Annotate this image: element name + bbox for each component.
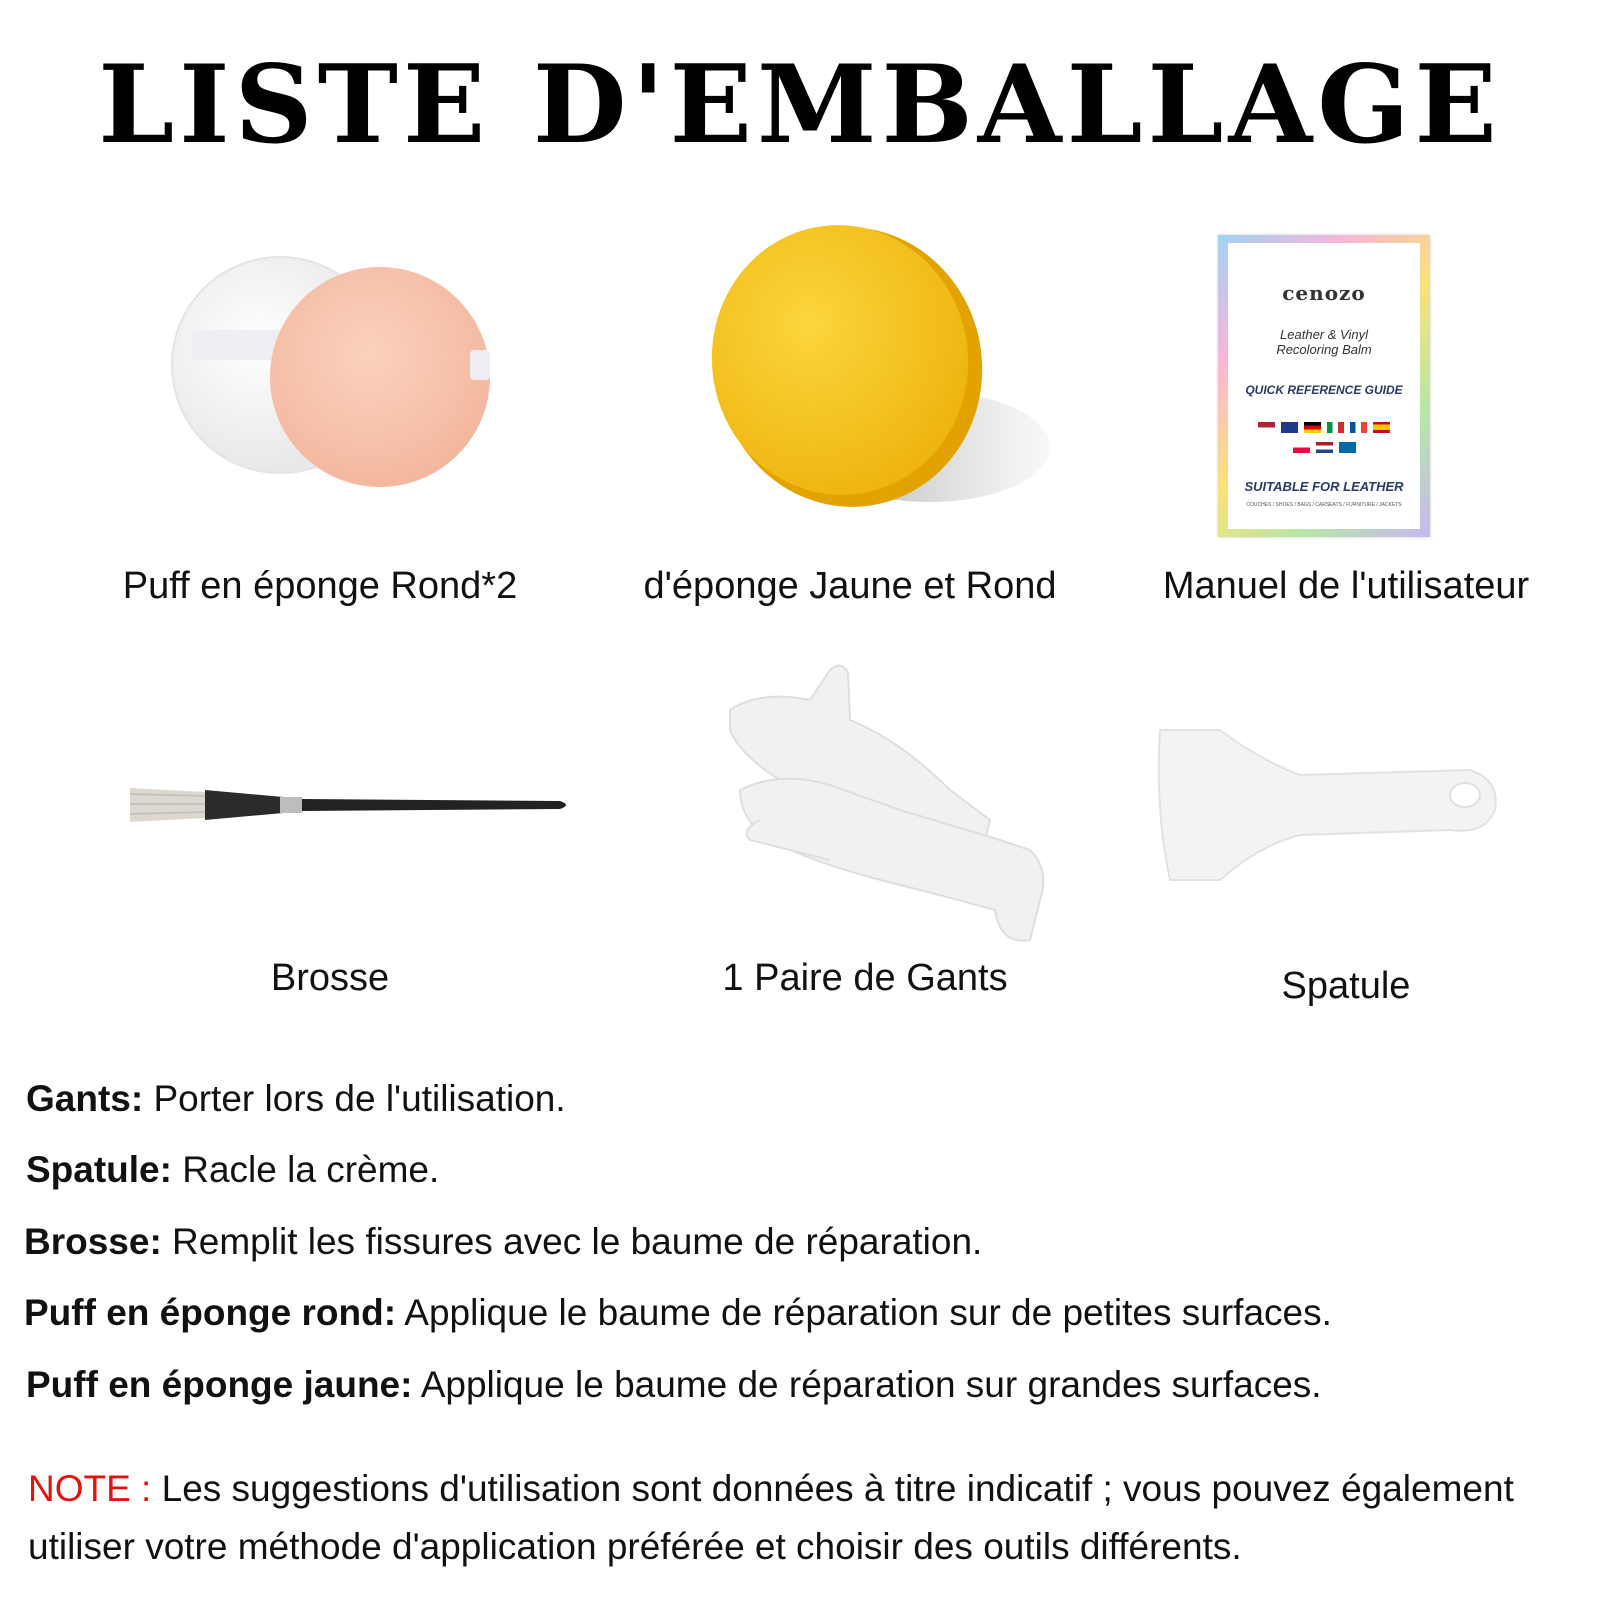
manual-product-line1: Leather & Vinyl (1280, 327, 1368, 342)
desc-term: Puff en éponge rond: (24, 1292, 397, 1333)
manual-brand: cenozo (1282, 281, 1366, 305)
manual-guide: QUICK REFERENCE GUIDE (1245, 383, 1403, 397)
caption-round-puffs: Puff en éponge Rond*2 (122, 565, 518, 607)
item-gloves (640, 660, 1140, 960)
desc-term: Brosse: (24, 1221, 162, 1262)
user-manual-icon (1218, 235, 1430, 537)
desc-text: Applique le baume de réparation sur grandes surfaces. (412, 1364, 1322, 1405)
desc-term: Gants: (26, 1078, 144, 1119)
desc-text: Racle la crème. (171, 1149, 440, 1190)
desc-puff-jaune (26, 1363, 1322, 1407)
spatula-icon (1150, 720, 1510, 890)
manual-product-line2: Recoloring Balm (1276, 342, 1372, 357)
desc-text: Remplit les fissures avec le baume de réparation. (161, 1221, 983, 1262)
yellow-sponge-icon (640, 222, 1060, 522)
manual-uses: COUCHES / SHOES / BAGS / CARSEATS / FURNITURE / JACKETS (1246, 502, 1402, 508)
desc-puff-rond (24, 1291, 1332, 1335)
manual-flags-icon (1249, 419, 1399, 459)
brush-icon (120, 770, 580, 840)
caption-spatula: Spatule (1281, 965, 1411, 1007)
desc-term: Puff en éponge jaune: (26, 1364, 413, 1405)
note (28, 1460, 1588, 1576)
gloves-icon (700, 660, 1080, 950)
item-brush (100, 770, 600, 840)
item-yellow-sponge (600, 222, 1100, 522)
item-round-puffs (80, 225, 580, 515)
note-text: Les suggestions d'utilisation sont données à titre indicatif ; vous pouvez également utiliser votre méthode d'application préférée et choisir des outils différents. (28, 1468, 1514, 1567)
round-puffs-icon (130, 225, 530, 505)
item-spatula (1150, 720, 1510, 890)
desc-text: Applique le baume de réparation sur de petites surfaces. (396, 1292, 1332, 1333)
desc-text: Porter lors de l'utilisation. (143, 1078, 566, 1119)
caption-brush: Brosse (270, 957, 390, 999)
desc-brosse (24, 1220, 982, 1264)
caption-yellow-sponge: d'éponge Jaune et Rond (643, 565, 1057, 607)
desc-spatule (26, 1148, 439, 1192)
caption-gloves: 1 Paire de Gants (722, 957, 1008, 999)
desc-gants (26, 1077, 566, 1121)
manual-suitable: SUITABLE FOR LEATHER (1244, 479, 1404, 494)
note-label: NOTE : (28, 1468, 152, 1509)
desc-term: Spatule: (26, 1149, 172, 1190)
page-title: LISTE D'EMBALLAGE (98, 42, 1502, 168)
item-user-manual (1218, 235, 1432, 539)
caption-user-manual: Manuel de l'utilisateur (1162, 565, 1530, 607)
